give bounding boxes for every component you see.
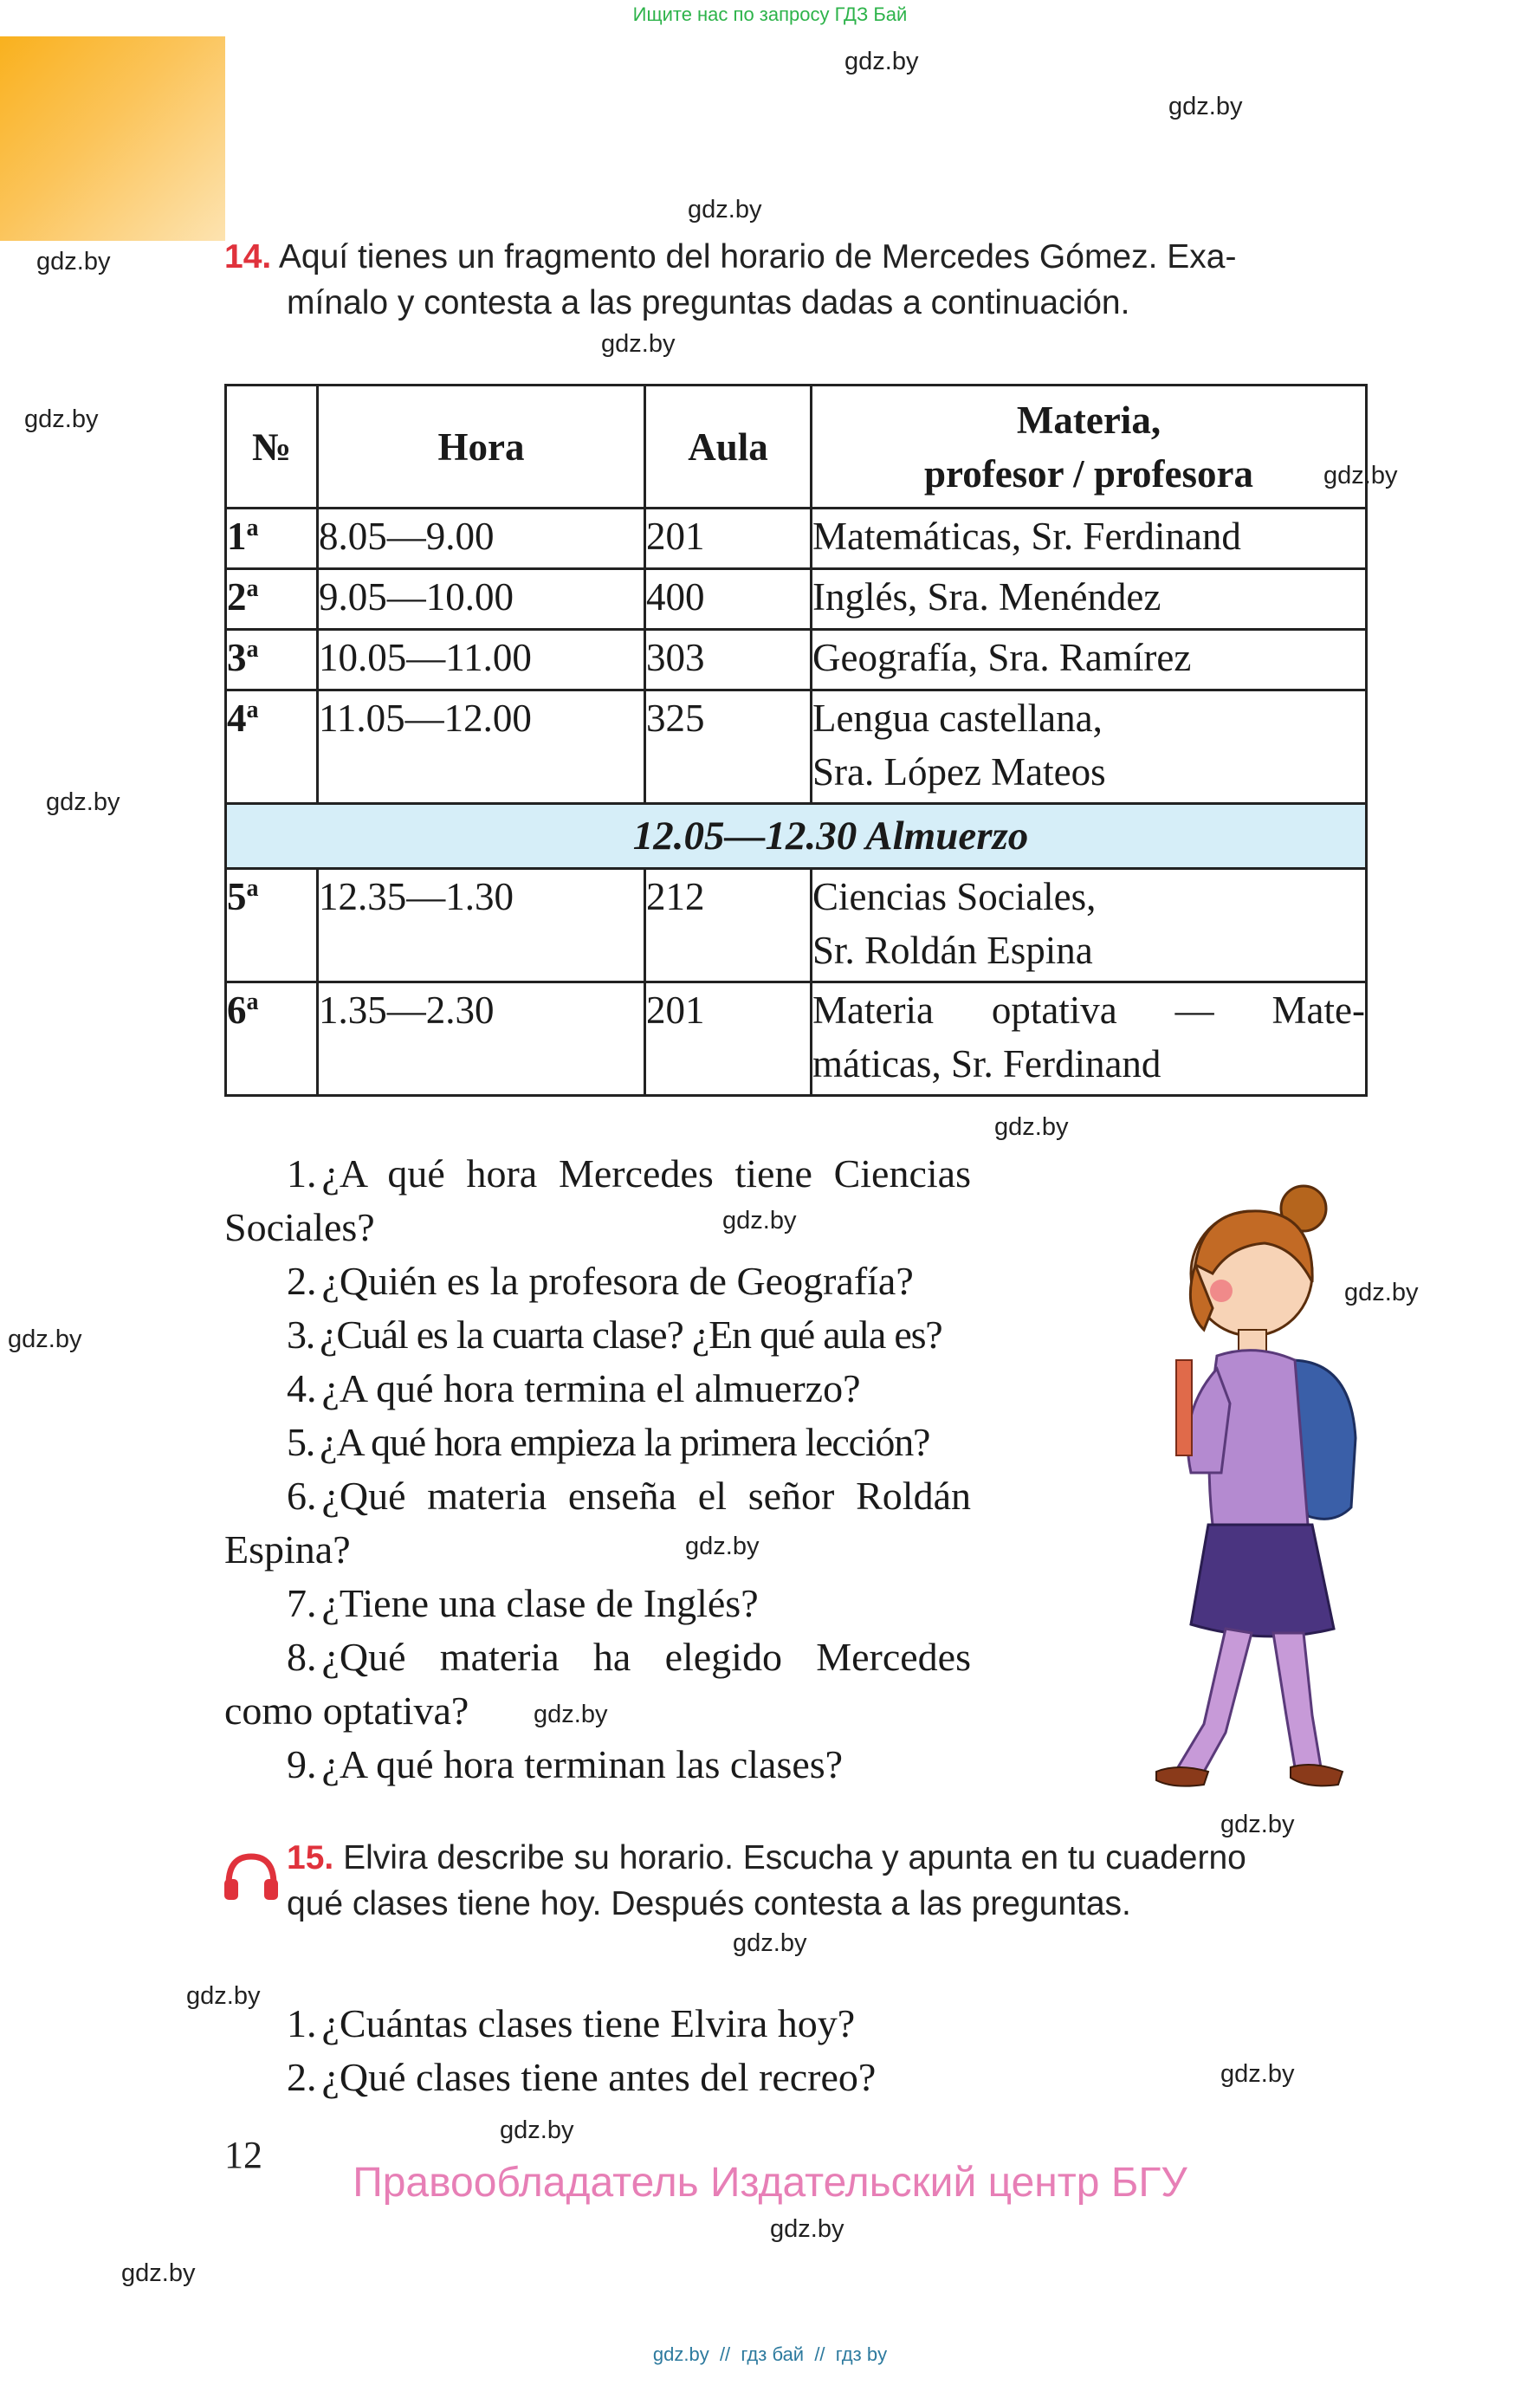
lesson-subject xyxy=(812,630,1367,690)
lesson-number-value: 3 xyxy=(227,636,247,679)
lesson-number xyxy=(226,509,318,569)
header-materia-line: Materia, xyxy=(1016,398,1161,442)
question-text: ¿Qué materia enseña el señor Roldán xyxy=(321,1474,971,1518)
lesson-subject xyxy=(812,509,1367,569)
watermark: gdz.by xyxy=(46,788,120,816)
lesson-number-sup: a xyxy=(246,875,259,902)
watermark: gdz.by xyxy=(8,1325,82,1353)
lesson-number-value: 2 xyxy=(227,575,247,619)
lesson-number-value: 4 xyxy=(227,697,247,740)
watermark: gdz.by xyxy=(186,1982,261,2010)
instruction-line: Aquí tienes un fragmento del horario de Mercedes Gómez. Exa- xyxy=(278,238,1237,275)
question-text: ¿A qué hora terminan las clases? xyxy=(321,1742,844,1786)
lesson-time: 8.05—9.00 xyxy=(318,509,645,569)
lesson-number-sup: a xyxy=(246,988,259,1015)
question-2 xyxy=(287,1254,914,1308)
table-row xyxy=(226,569,1367,630)
lesson-time: 1.35—2.30 xyxy=(318,982,645,1096)
lesson-time: 10.05—11.00 xyxy=(318,630,645,690)
subject-line: Ciencias Sociales, xyxy=(812,875,1097,918)
watermark: gdz.by xyxy=(601,330,676,358)
question-text: ¿A qué hora Mercedes tiene Ciencias xyxy=(321,1151,971,1196)
question-number: 2. xyxy=(287,1259,317,1303)
header-aula: Aula xyxy=(645,386,812,509)
subject-line: Lengua castellana, xyxy=(812,697,1103,740)
copyright-notice: Правообладатель Издательский центр БГУ xyxy=(353,2160,1187,2206)
subject-line: Sra. López Mateos xyxy=(812,750,1106,794)
question-6 xyxy=(224,1469,971,1577)
lesson-time: 11.05—12.00 xyxy=(318,690,645,804)
lesson-number xyxy=(226,982,318,1096)
lesson-room: 201 xyxy=(645,509,812,569)
question-text: ¿Quién es la profesora de Geografía? xyxy=(321,1259,914,1303)
instruction-line: Elvira describe su horario. Escucha y apunta en tu cuaderno xyxy=(343,1839,1246,1876)
table-row xyxy=(226,630,1367,690)
lesson-room: 201 xyxy=(645,982,812,1096)
lunch-row xyxy=(226,804,1367,869)
watermark: gdz.by xyxy=(733,1929,807,1957)
watermark: gdz.by xyxy=(1168,93,1243,120)
lesson-number-value: 1 xyxy=(227,515,247,558)
exercise-number: 15. xyxy=(287,1839,334,1876)
watermark: gdz.by xyxy=(121,2259,196,2287)
watermark: gdz.by xyxy=(36,248,111,275)
question-15-1 xyxy=(287,1997,855,2051)
question-number: 9. xyxy=(287,1742,317,1786)
lesson-time: 9.05—10.00 xyxy=(318,569,645,630)
header-materia-line: profesor / profesora xyxy=(924,451,1253,496)
lesson-number xyxy=(226,869,318,982)
question-number: 2. xyxy=(287,2055,317,2099)
lesson-number xyxy=(226,690,318,804)
header-materia xyxy=(812,386,1367,509)
question-text-cont: Sociales? xyxy=(224,1205,375,1249)
question-text: ¿Qué clases tiene antes del recreo? xyxy=(321,2055,877,2099)
lesson-subject xyxy=(812,690,1367,804)
question-number: 4. xyxy=(287,1366,317,1410)
lesson-room: 303 xyxy=(645,630,812,690)
table-row xyxy=(226,869,1367,982)
question-4 xyxy=(287,1362,861,1416)
question-3 xyxy=(287,1308,942,1362)
watermark: gdz.by xyxy=(1344,1279,1419,1306)
page-number: 12 xyxy=(224,2134,262,2176)
table-row xyxy=(226,690,1367,804)
lunch-break: 12.05—12.30 Almuerzo xyxy=(226,804,1367,869)
top-banner[interactable]: Ищите нас по запросу ГДЗ Бай xyxy=(632,3,908,25)
exercise-15-instruction xyxy=(287,1835,1378,1927)
lesson-subject xyxy=(812,569,1367,630)
lesson-number-sup: a xyxy=(246,515,259,541)
table-row xyxy=(226,982,1367,1096)
watermark: gdz.by xyxy=(685,1533,760,1560)
lesson-number xyxy=(226,630,318,690)
lesson-time: 12.35—1.30 xyxy=(318,869,645,982)
question-5 xyxy=(287,1416,929,1469)
subject-line: Sr. Roldán Espina xyxy=(812,929,1093,972)
table-row xyxy=(226,509,1367,569)
question-number: 3. xyxy=(287,1312,315,1357)
instruction-line: mínalo y contesta a las preguntas dadas a continuación. xyxy=(287,284,1130,321)
schoolgirl-illustration xyxy=(1074,1161,1369,1802)
lesson-room: 400 xyxy=(645,569,812,630)
table-header-row xyxy=(226,386,1367,509)
lesson-number-value: 6 xyxy=(227,988,247,1032)
question-number: 6. xyxy=(287,1474,317,1518)
header-number: № xyxy=(226,386,318,509)
question-text: ¿Cuántas clases tiene Elvira hoy? xyxy=(321,2001,856,2045)
watermark: gdz.by xyxy=(994,1113,1069,1141)
question-number: 5. xyxy=(287,1420,315,1464)
question-text: ¿Qué materia ha elegido Mercedes xyxy=(321,1635,971,1679)
lesson-number-sup: a xyxy=(246,697,259,723)
watermark: gdz.by xyxy=(688,196,762,224)
subject-line: Matemáticas, Sr. Ferdinand xyxy=(812,515,1241,558)
watermark: gdz.by xyxy=(1220,2060,1295,2088)
watermark: gdz.by xyxy=(844,48,919,75)
question-9 xyxy=(287,1738,843,1792)
subject-line: máticas, Sr. Ferdinand xyxy=(812,1042,1161,1086)
header-hora: Hora xyxy=(318,386,645,509)
subject-line: Materia optativa — Mate- xyxy=(812,988,1365,1032)
watermark: gdz.by xyxy=(534,1701,608,1728)
question-number: 1. xyxy=(287,2001,317,2045)
watermark: gdz.by xyxy=(1323,462,1398,489)
question-text: ¿Tiene una clase de Inglés? xyxy=(321,1581,759,1625)
lesson-room: 212 xyxy=(645,869,812,982)
question-number: 8. xyxy=(287,1635,317,1679)
subject-line: Geografía, Sra. Ramírez xyxy=(812,636,1192,679)
question-1 xyxy=(224,1147,971,1254)
question-7 xyxy=(287,1577,759,1630)
question-text: ¿A qué hora empieza la primera lección? xyxy=(320,1420,930,1464)
bottom-links[interactable]: gdz.by // гдз бай // гдз by xyxy=(652,2343,888,2365)
question-8 xyxy=(224,1630,971,1738)
lesson-subject xyxy=(812,982,1367,1096)
exercise-14-instruction xyxy=(224,234,1368,326)
question-text: ¿Cuál es la cuarta clase? ¿En qué aula es? xyxy=(320,1312,942,1357)
lesson-number xyxy=(226,569,318,630)
question-number: 7. xyxy=(287,1581,317,1625)
lesson-number-value: 5 xyxy=(227,875,247,918)
lesson-number-sup: a xyxy=(246,636,259,663)
corner-decoration xyxy=(0,36,225,241)
lesson-room: 325 xyxy=(645,690,812,804)
question-text: ¿A qué hora termina el almuerzo? xyxy=(321,1366,861,1410)
subject-line: Inglés, Sra. Menéndez xyxy=(812,575,1161,619)
watermark: gdz.by xyxy=(24,405,99,433)
watermark: gdz.by xyxy=(500,2116,574,2144)
lesson-subject xyxy=(812,869,1367,982)
instruction-line: qué clases tiene hoy. Después contesta a las preguntas. xyxy=(287,1885,1131,1922)
lesson-number-sup: a xyxy=(246,575,259,602)
question-text-cont: como optativa? xyxy=(224,1688,469,1733)
watermark: gdz.by xyxy=(1220,1811,1295,1838)
schedule-table xyxy=(224,384,1368,1097)
watermark: gdz.by xyxy=(770,2215,844,2243)
question-number: 1. xyxy=(287,1151,317,1196)
question-15-2 xyxy=(287,2051,876,2104)
exercise-number: 14. xyxy=(224,238,272,275)
headphones-icon xyxy=(222,1850,281,1903)
question-text-cont: Espina? xyxy=(224,1527,351,1572)
watermark: gdz.by xyxy=(722,1207,797,1235)
